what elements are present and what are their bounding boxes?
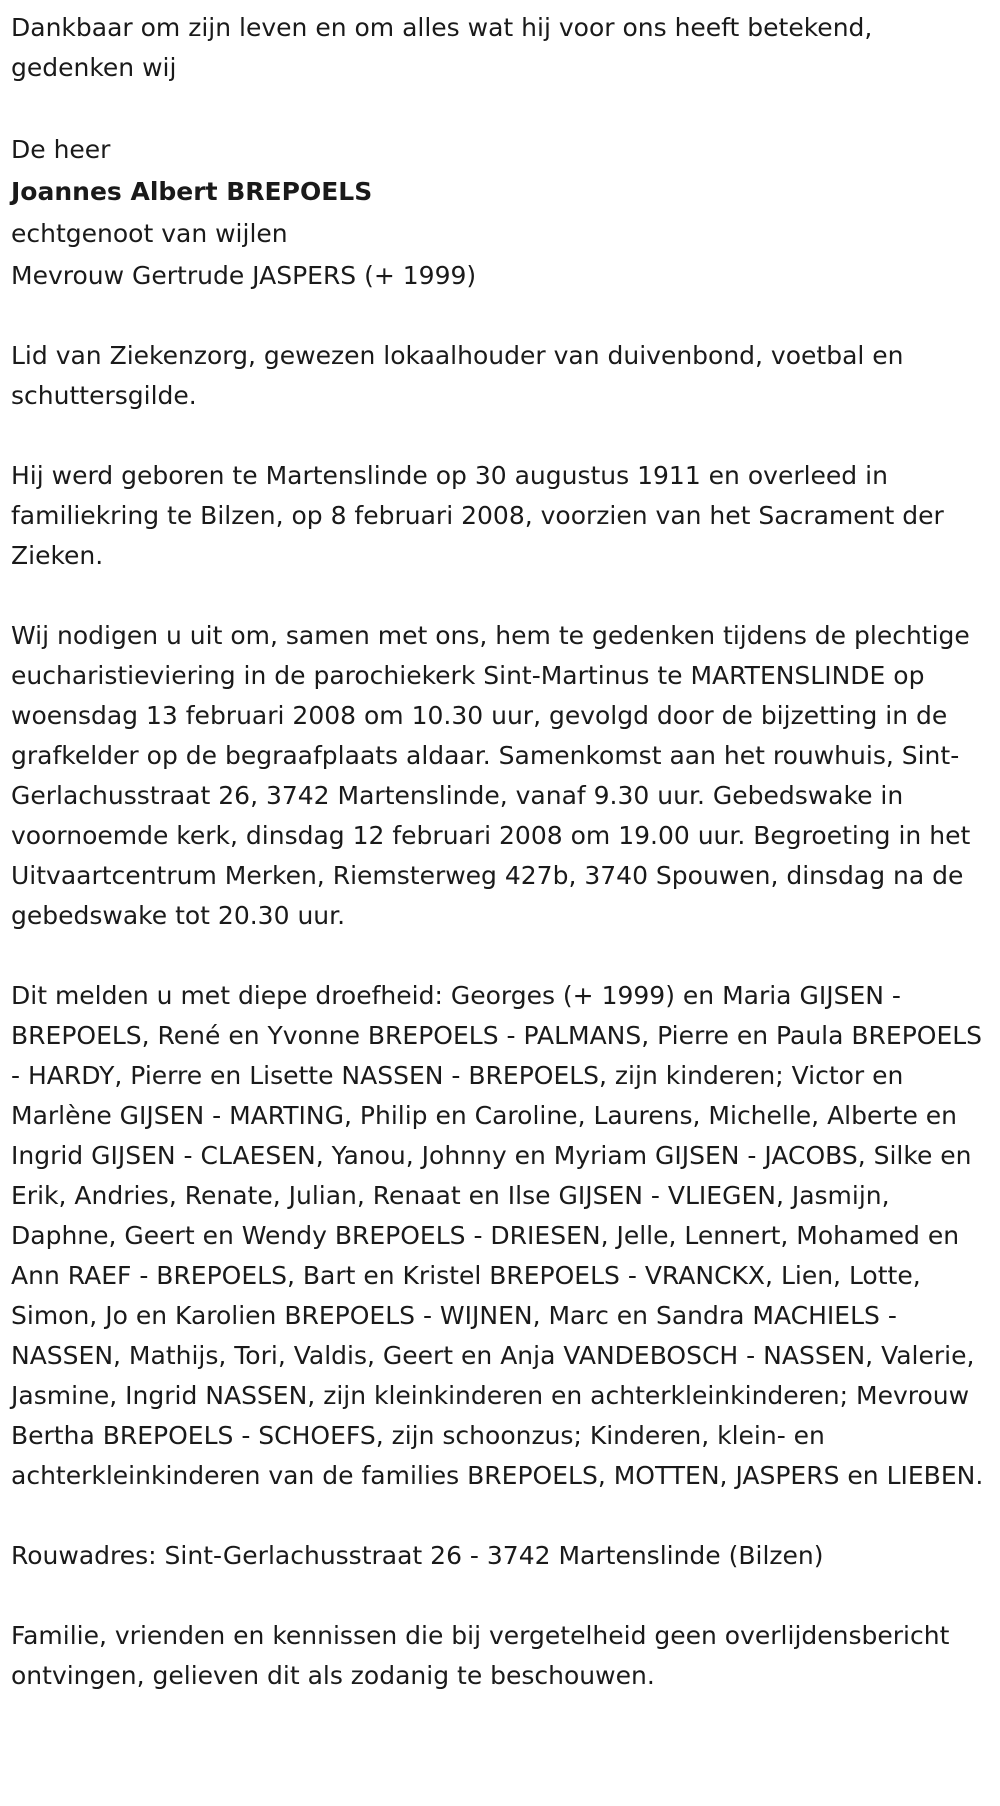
spouse-name: Mevrouw Gertrude JASPERS (+ 1999) [11,261,477,290]
intro-paragraph: Dankbaar om zijn leven en om alles wat hij voor ons heeft betekend, gedenken wij [11,13,873,82]
spacer [11,576,1000,616]
honorific-title: De heer [11,135,111,164]
relation-label: echtgenoot van wijlen [11,219,288,248]
spacer [11,416,1000,456]
membership-paragraph: Lid van Ziekenzorg, gewezen lokaalhouder van duivenbond, voetbal en schuttersgilde. [11,341,904,410]
deceased-name: Joannes Albert BREPOELS [11,177,373,206]
spacer [11,296,1000,336]
ceremony-paragraph: Wij nodigen u uit om, samen met ons, hem te gedenken tijdens de plechtige eucharistieviering in de parochiekerk Sint-Martinus te MARTENSLINDE op woensdag 13 februari 2008 om 10.30 uur, gevolgd door de bijzetting in de grafkelder op de begraafplaats aldaar. Samenkomst aan het rouwhuis, Sint-Gerlachusstraat 26, 3742 Martenslinde, vanaf 9.30 uur. Gebedswake in voornoemde kerk, dinsdag 12 februari 2008 om 19.00 uur. Begroeting in het Uitvaartcentrum Merken, Riemsterweg 427b, 3740 Spouwen, dinsdag na de gebedswake tot 20.30 uur. [11,621,971,930]
spacer [11,1576,1000,1616]
spacer [11,936,1000,976]
spacer [11,88,1000,128]
birth-death-paragraph: Hij werd geboren te Martenslinde op 30 augustus 1911 en overleed in familiekring te Bilzen, op 8 februari 2008, voorzien van het Sacrament der Zieken. [11,461,944,570]
closing-paragraph: Familie, vrienden en kennissen die bij vergetelheid geen overlijdensbericht ontvingen, gelieven dit als zodanig te beschouwen. [11,1621,950,1690]
family-paragraph: Dit melden u met diepe droefheid: Georges (+ 1999) en Maria GIJSEN - BREPOELS, René en Yvonne BREPOELS - PALMANS, Pierre en Paula BREPOELS - HARDY, Pierre en Lisette NASSEN - BREPOELS, zijn kinderen; Victor en Marlène GIJSEN - MARTING, Philip en Caroline, Laurens, Michelle, Alberte en Ingrid GIJSEN - CLAESEN, Yanou, Johnny en Myriam GIJSEN - JACOBS, Silke en Erik, Andries, Renate, Julian, Renaat en Ilse GIJSEN - VLIEGEN, Jasmijn, Daphne, Geert en Wendy BREPOELS - DRIESEN, Jelle, Lennert, Mohamed en Ann RAEF - BREPOELS, Bart en Kristel BREPOELS - VRANCKX, Lien, Lotte, Simon, Jo en Karolien BREPOELS - WIJNEN, Marc en Sandra MACHIELS - NASSEN, Mathijs, Tori, Valdis, Geert en Anja VANDEBOSCH - NASSEN, Valerie, Jasmine, Ingrid NASSEN, zijn kleinkinderen en achterkleinkinderen; Mevrouw Bertha BREPOELS - SCHOEFS, zijn schoonzus; Kinderen, klein- en achterkleinkinderen van de families BREPOELS, MOTTEN, JASPERS en LIEBEN. [11,981,984,1490]
spacer [11,1496,1000,1536]
mourning-address: Rouwadres: Sint-Gerlachusstraat 26 - 3742 Martenslinde (Bilzen) [11,1541,824,1570]
